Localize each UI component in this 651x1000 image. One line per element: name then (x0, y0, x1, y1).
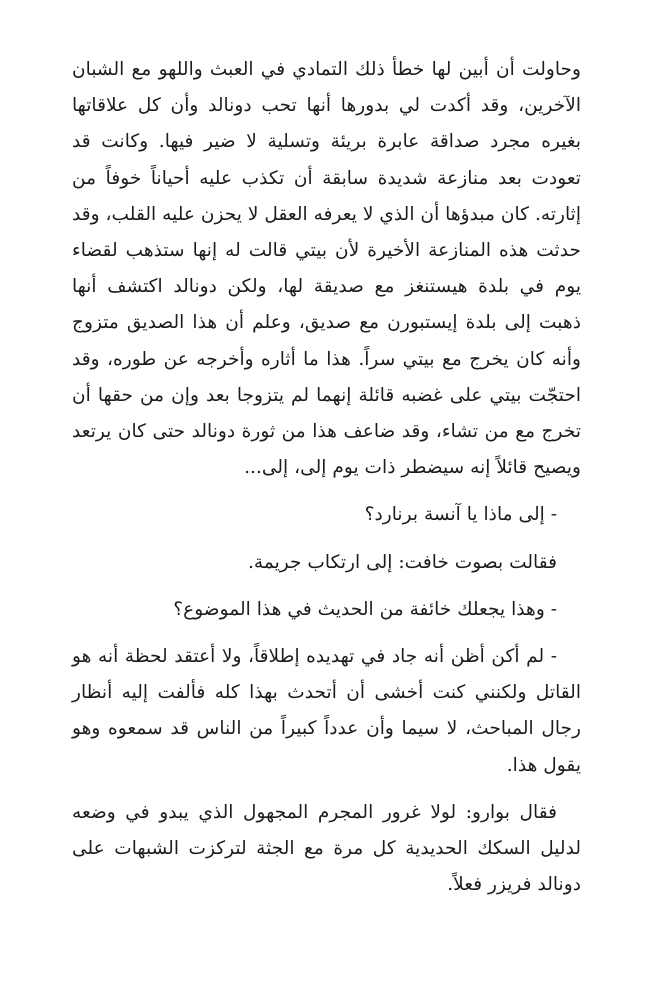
book-page (72, 52, 581, 903)
dialogue-answer-long: - لم أكن أظن أنه جاد في تهديده إطلاقاً، ولا أعتقد لحظة أنه هو القاتل ولكنني كنت أخشى أن أتحدث بهذا كله فألفت إليه أنظار رجال المباحث، لا سيما وأن عدداً كبيراً من الناس قد سمعوه وهو يقول هذا. (72, 646, 581, 776)
paragraph-narrative: وحاولت أن أبين لها خطأ ذلك التمادي في العبث واللهو مع الشبان الآخرين، وقد أكدت لي بدورها أنها تحب دونالد وأن كل علاقاتها بغيره مجرد صداقة عابرة بريئة وتسلية لا ضير فيها. وكانت قد تعودت بعد منازعة شديدة سابقة أن تكذب عليه أحياناً خوفاً من إثارته. كان مبدؤها أن الذي لا يعرفه العقل لا يحزن عليه القلب، وقد حدثت هذه المنازعة الأخيرة لأن بيتي قالت له إنها ستذهب لقضاء يوم في بلدة هيستنغز مع صديقة لها، ولكن دونالد اكتشف أنها ذهبت إلى بلدة إيستبورن مع صديق، وعلم أن هذا الصديق متزوج وأنه كان يخرج مع بيتي سراً. هذا ما أثاره وأخرجه عن طوره، وقد احتجّت بيتي على غضبه قائلة إنهما لم يتزوجا بعد وإن من حقها أن تخرج مع من تشاء، وقد ضاعف هذا من ثورة دونالد حتى كان يرتعد ويصيح قائلاً إنه سيضطر ذات يوم إلى، إلى... (72, 59, 581, 479)
dialogue-question: - وهذا يجعلك خائفة من الحديث في هذا الموضوع؟ (173, 598, 557, 620)
dialogue-answer: فقالت بصوت خافت: إلى ارتكاب جريمة. (247, 551, 557, 573)
dialogue-question: - إلى ماذا يا آنسة برنارد؟ (364, 504, 557, 526)
paragraph-poirot: فقال بوارو: لولا غرور المجرم المجهول الذي يبدو في وضعه لدليل السكك الحديدية كل مرة مع الجثة لتركزت الشبهات على دونالد فريزر فعلاً. (72, 801, 581, 896)
